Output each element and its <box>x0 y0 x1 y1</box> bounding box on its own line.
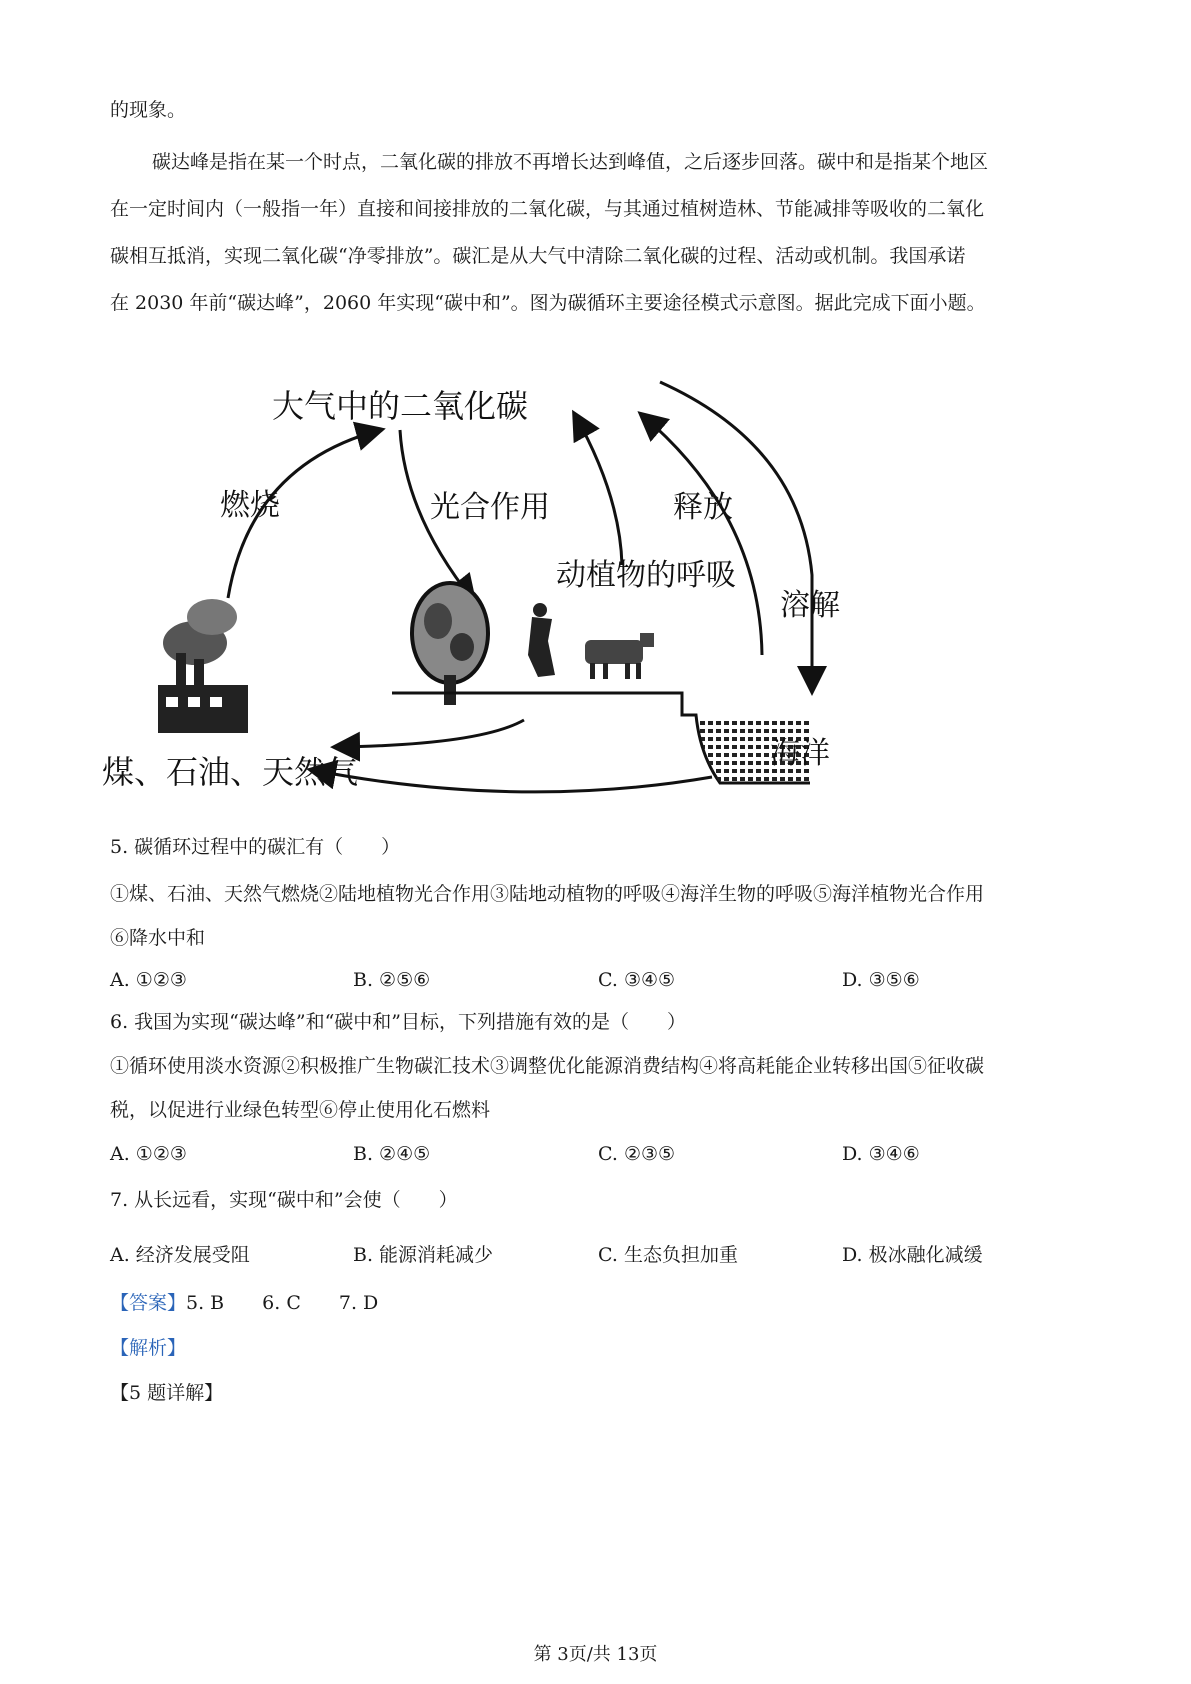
q5-option-a: A. ①②③ <box>110 969 187 991</box>
q5-items-1: ①煤、石油、天然气燃烧②陆地植物光合作用③陆地动植物的呼吸④海洋生物的呼吸⑤海洋植物光合作用 <box>110 883 985 905</box>
q6-option-c: C. ②③⑤ <box>598 1143 676 1165</box>
arrow-respiration <box>575 415 622 565</box>
q6-option-a: A. ①②③ <box>110 1143 187 1165</box>
intro-line-4: 在 2030 年前“碳达峰”，2060 年实现“碳中和”。图为碳循环主要途径模式示意图。据此完成下面小题。 <box>110 292 986 314</box>
q7-stem: 7. 从长远看，实现“碳中和”会使（ ） <box>110 1189 458 1211</box>
cow-icon <box>585 633 654 679</box>
intro-line-1: 碳达峰是指在某一个时点，二氧化碳的排放不再增长达到峰值，之后逐步回落。碳中和是指某个地区 <box>152 151 989 173</box>
arrow-release <box>642 415 762 655</box>
q7-option-b: B. 能源消耗减少 <box>353 1244 494 1266</box>
page-footer: 第 3页/共 13页 <box>533 1644 658 1665</box>
answer-label: 【答案】 <box>110 1292 187 1314</box>
q7-option-c: C. 生态负担加重 <box>598 1244 738 1266</box>
detail-label: 【5 题详解】 <box>110 1382 224 1404</box>
q6-stem: 6. 我国为实现“碳达峰”和“碳中和”目标，下列措施有效的是（ ） <box>110 1011 687 1033</box>
tree-icon <box>412 583 488 705</box>
q6-option-d: D. ③④⑥ <box>842 1143 920 1165</box>
carbon-cycle-diagram <box>100 385 840 845</box>
factory-icon <box>158 599 248 733</box>
q5-items-2: ⑥降水中和 <box>110 927 206 949</box>
q6-option-b: B. ②④⑤ <box>353 1143 431 1165</box>
intro-line-0: 的现象。 <box>110 99 187 121</box>
q6-items-1: ①循环使用淡水资源②积极推广生物碳汇技术③调整优化能源消费结构④将高耗能企业转移出国⑤征收碳 <box>110 1055 985 1077</box>
intro-line-2: 在一定时间内（一般指一年）直接和间接排放的二氧化碳，与其通过植树造林、节能减排等吸收的二氧化 <box>110 198 985 220</box>
q5-stem: 5. 碳循环过程中的碳汇有（ ） <box>110 836 401 858</box>
answer-line <box>110 1290 378 1316</box>
label-atmosphere: 大气中的二氧化碳 <box>271 387 529 425</box>
answer-text: 5. B 6. C 7. D <box>186 1292 379 1314</box>
intro-line-3: 碳相互抵消，实现二氧化碳“净零排放”。碳汇是从大气中清除二氧化碳的过程、活动或机制。我国承诺 <box>110 245 966 267</box>
label-ocean: 海洋 <box>770 736 830 771</box>
label-respiration: 动植物的呼吸 <box>556 558 736 593</box>
analysis-label: 【解析】 <box>110 1337 187 1359</box>
q6-items-2: 税，以促进行业绿色转型⑥停止使用化石燃料 <box>110 1099 491 1121</box>
q5-option-d: D. ③⑤⑥ <box>842 969 920 991</box>
label-dissolve: 溶解 <box>780 588 840 623</box>
q7-option-a: A. 经济发展受阻 <box>110 1244 250 1266</box>
label-burning: 燃烧 <box>220 488 280 523</box>
q5-option-c: C. ③④⑤ <box>598 969 676 991</box>
label-release: 释放 <box>673 490 733 525</box>
arrow-ocean-to-fossil <box>312 770 712 792</box>
label-photosynthesis: 光合作用 <box>430 490 550 525</box>
person-icon <box>528 603 555 677</box>
arrow-land-to-fossil <box>336 720 524 747</box>
q5-option-b: B. ②⑤⑥ <box>353 969 431 991</box>
label-fossil-fuels: 煤、石油、天然气 <box>102 753 359 791</box>
q7-option-d: D. 极冰融化减缓 <box>842 1244 983 1266</box>
